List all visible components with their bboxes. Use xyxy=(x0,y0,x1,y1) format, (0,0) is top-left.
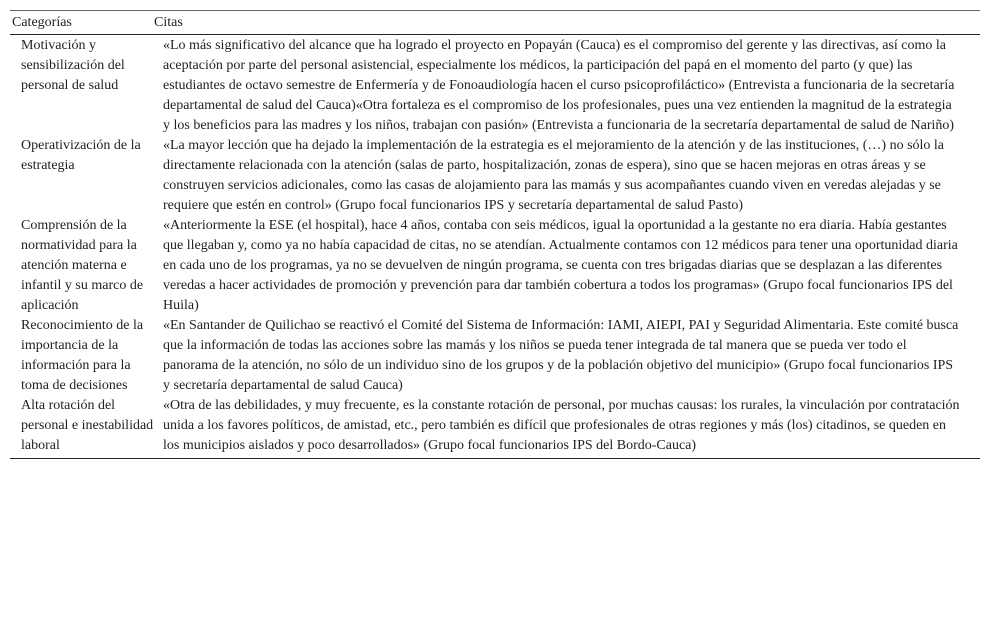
table-row xyxy=(10,216,980,316)
row-category: Reconocimiento de la importancia de la información para la toma de decisiones xyxy=(21,318,144,393)
row-quote: «Lo más significativo del alcance que ha logrado el proyecto en Popayán (Cauca) es el compromiso del gerente y las directivas, así como la aceptación por parte del personal asistencial, especialmente los médicos, la participación del papá en el momento del parto (y que) las estudiantes de octavo semestre de Enfermería y de Fonoaudiología hacen el curso psicoprofiláctico» (Entrevista a funcionaria de la secretaría departamental de salud del Cauca)«Otra fortaleza es el compromiso de los profesionales, pues una vez entienden la magnitud de la estrategia y los beneficios para las madres y los niños, trabajan con pasión» (Entrevista a funcionaria de la secretaría departamental de salud de Nariño) xyxy=(163,38,955,133)
row-category: Operativización de la estrategia xyxy=(21,138,141,173)
table-row xyxy=(10,136,980,216)
table-header xyxy=(10,11,980,35)
row-category: Motivación y sensibilización del personal de salud xyxy=(21,38,125,93)
row-category: Comprensión de la normatividad para la atención materna e infantil y su marco de aplicación xyxy=(21,218,144,313)
header-quotes: Citas xyxy=(154,11,980,35)
row-quote: «Anteriormente la ESE (el hospital), hace 4 años, contaba con seis médicos, igual la oportunidad a la gestante no era diaria. Había gestantes que llegaban y, como ya no había capacidad de citas, no se atendían. Actualmente contamos con 12 médicos para tener una oportunidad diaria en cada uno de los programas, ya no se devuelven de ningún programa, se cuenta con tres brigadas diarias que se desplazan a las diferentes veredas a hacer actividades de promoción y prevención para dar también cobertura a todos los programas» (Grupo focal funcionarios IPS del Huila) xyxy=(163,218,958,313)
table-row xyxy=(10,35,980,137)
row-quote: «La mayor lección que ha dejado la implementación de la estrategia es el mejoramiento de la atención y de las instituciones, (…) no sólo la directamente relacionada con la atención (salas de parto, hospitalización, zonas de espera), sino que se hacen mejoras en otras áreas y se construyen servicios adicionales, como las casas de alojamiento para las mamás y sus acompañantes cuando viven en veredas alejadas y se requiere que estén en control» (Grupo focal funcionarios IPS y secretaría departamental de salud Pasto) xyxy=(163,138,945,213)
citations-table-container xyxy=(10,10,980,459)
table-row xyxy=(10,316,980,396)
row-quote: «Otra de las debilidades, y muy frecuente, es la constante rotación de personal, por muchas causas: los rurales, la vinculación por contratación unida a los favores políticos, de amistad, etc., pero también es difícil que profesionales de otras regiones y más (los) citadinos, se queden en los municipios aislados y poco desarrollados» (Grupo focal funcionarios IPS del Bordo-Cauca) xyxy=(154,396,980,459)
table-body xyxy=(10,35,980,459)
row-quote: «En Santander de Quilichao se reactivó el Comité del Sistema de Información: IAMI, AIEPI, PAI y Seguridad Alimentaria. Este comité busca que la información de todas las acciones sobre las mamás y los niños se pueda tener integrada de tal manera que se pueda ver todo el panorama de la atención, no sólo de un individuo sino de los grupos y de la población objetivo del municipio» (Grupo focal funcionarios IPS y secretaría departamental de salud Cauca) xyxy=(163,318,959,393)
table-row xyxy=(10,396,980,459)
header-categories: Categorías xyxy=(10,11,154,35)
row-category: Alta rotación del personal e inestabilidad laboral xyxy=(10,396,154,459)
header-row xyxy=(10,11,980,35)
citations-table xyxy=(10,10,980,459)
